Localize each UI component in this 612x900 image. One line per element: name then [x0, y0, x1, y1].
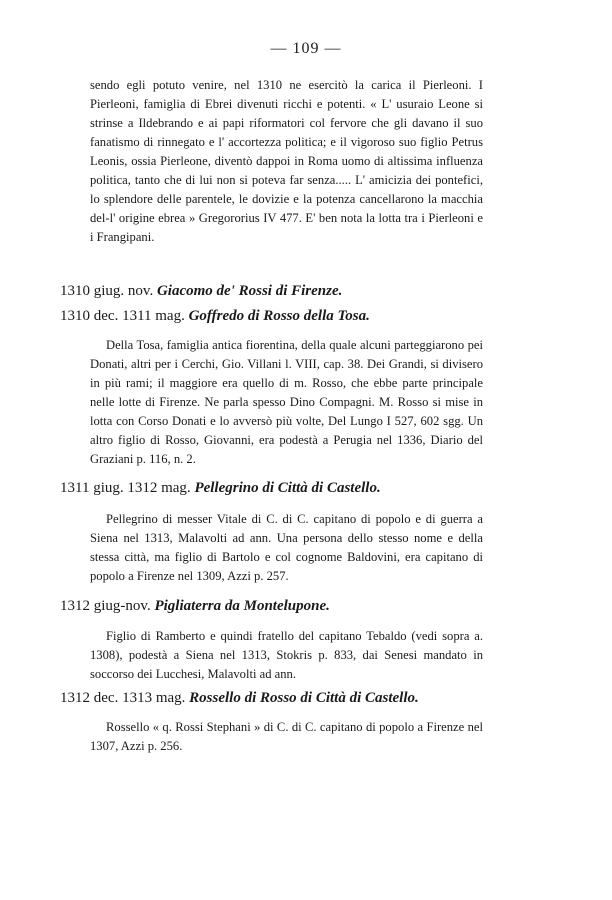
entry-date: 1312 giug-nov. — [60, 598, 151, 614]
entry-goffredo — [60, 306, 490, 326]
entry-name: Goffredo di Rosso della Tosa. — [188, 308, 370, 324]
entry-pellegrino — [60, 478, 490, 498]
description-della-tosa: Della Tosa, famiglia antica fiorentina, della quale alcuni parteggiarono pei Donati, altri per i Cerchi, Gio. Villani l. VIII, cap. 38. Dei Grandi, si divisero in più rami; il maggiore era quello di m. Rosso, che ebbe parte principale nelle lotte di Firenze. Ne parla spesso Dino Compagni. M. Rosso si mise in lotta con Corso Donati e lo avversò più volte, Del Lungo I 527, 602 sgg. Un altro figlio di Rosso, Giovanni, era podestà a Perugia nel 1336, Diario del Graziani p. 116, n. 2. — [90, 338, 483, 466]
entry-date: 1310 dec. 1311 mag. — [60, 308, 185, 324]
entry-date: 1310 giug. nov. — [60, 283, 154, 299]
entry-date: 1311 giug. 1312 mag. — [60, 480, 191, 496]
description-pellegrino: Pellegrino di messer Vitale di C. di C. capitano di popolo e di guerra a Siena nel 1313, Malavolti ad ann. Una persona dello stesso nome e della stessa città, ma figlio di Bartolo e col cognome Baldovini, era capitano di popolo a Firenze nel 1309, Azzi p. 257. — [90, 512, 483, 583]
entry-giacomo — [60, 281, 490, 301]
entry-pigliaterra — [60, 596, 490, 616]
entry-name: Pigliaterra da Montelupone. — [154, 598, 330, 614]
entry-name: Pellegrino di Città di Castello. — [194, 480, 381, 496]
entry-name: Rossello di Rosso di Città di Castello. — [189, 690, 419, 706]
entry-date: 1312 dec. 1313 mag. — [60, 690, 186, 706]
page-number: — 109 — — [270, 40, 342, 57]
entry-name: Giacomo de' Rossi di Firenze. — [156, 283, 343, 299]
entry-rossello — [60, 688, 490, 708]
intro-paragraph: sendo egli potuto venire, nel 1310 ne esercitò la carica il Pierleoni. I Pierleoni, famiglia di Ebrei divenuti ricchi e potenti. « L' usuraio Leone si strinse a Ildebrando e ai papi riformatori col fervore che gli davano il suo fanatismo di rinnegato e l' accortezza politica; e il vigoroso suo figlio Petrus Leonis, ossia Pierleone, diventò dappoi in Roma uomo di altissima influenza politica, tanto che di lui non si poteva far senza..... L' amicizia dei pontefici, lo splendore delle parentele, le dovizie e la potenza cancellarono la macchia del-l' origine ebrea » Gregororius IV 477. E' ben nota la lotta tra i Pierleoni e i Frangipani. — [90, 78, 483, 244]
description-pigliaterra: Figlio di Ramberto e quindi fratello del capitano Tebaldo (vedi sopra a. 1308), podestà a Siena nel 1313, Stokris p. 833, dai Senesi mandato in soccorso dei Lucchesi, Malavolti ad ann. — [90, 629, 483, 681]
description-rossello: Rossello « q. Rossi Stephani » di C. di C. capitano di popolo a Firenze nel 1307, Azzi p. 256. — [90, 720, 483, 753]
